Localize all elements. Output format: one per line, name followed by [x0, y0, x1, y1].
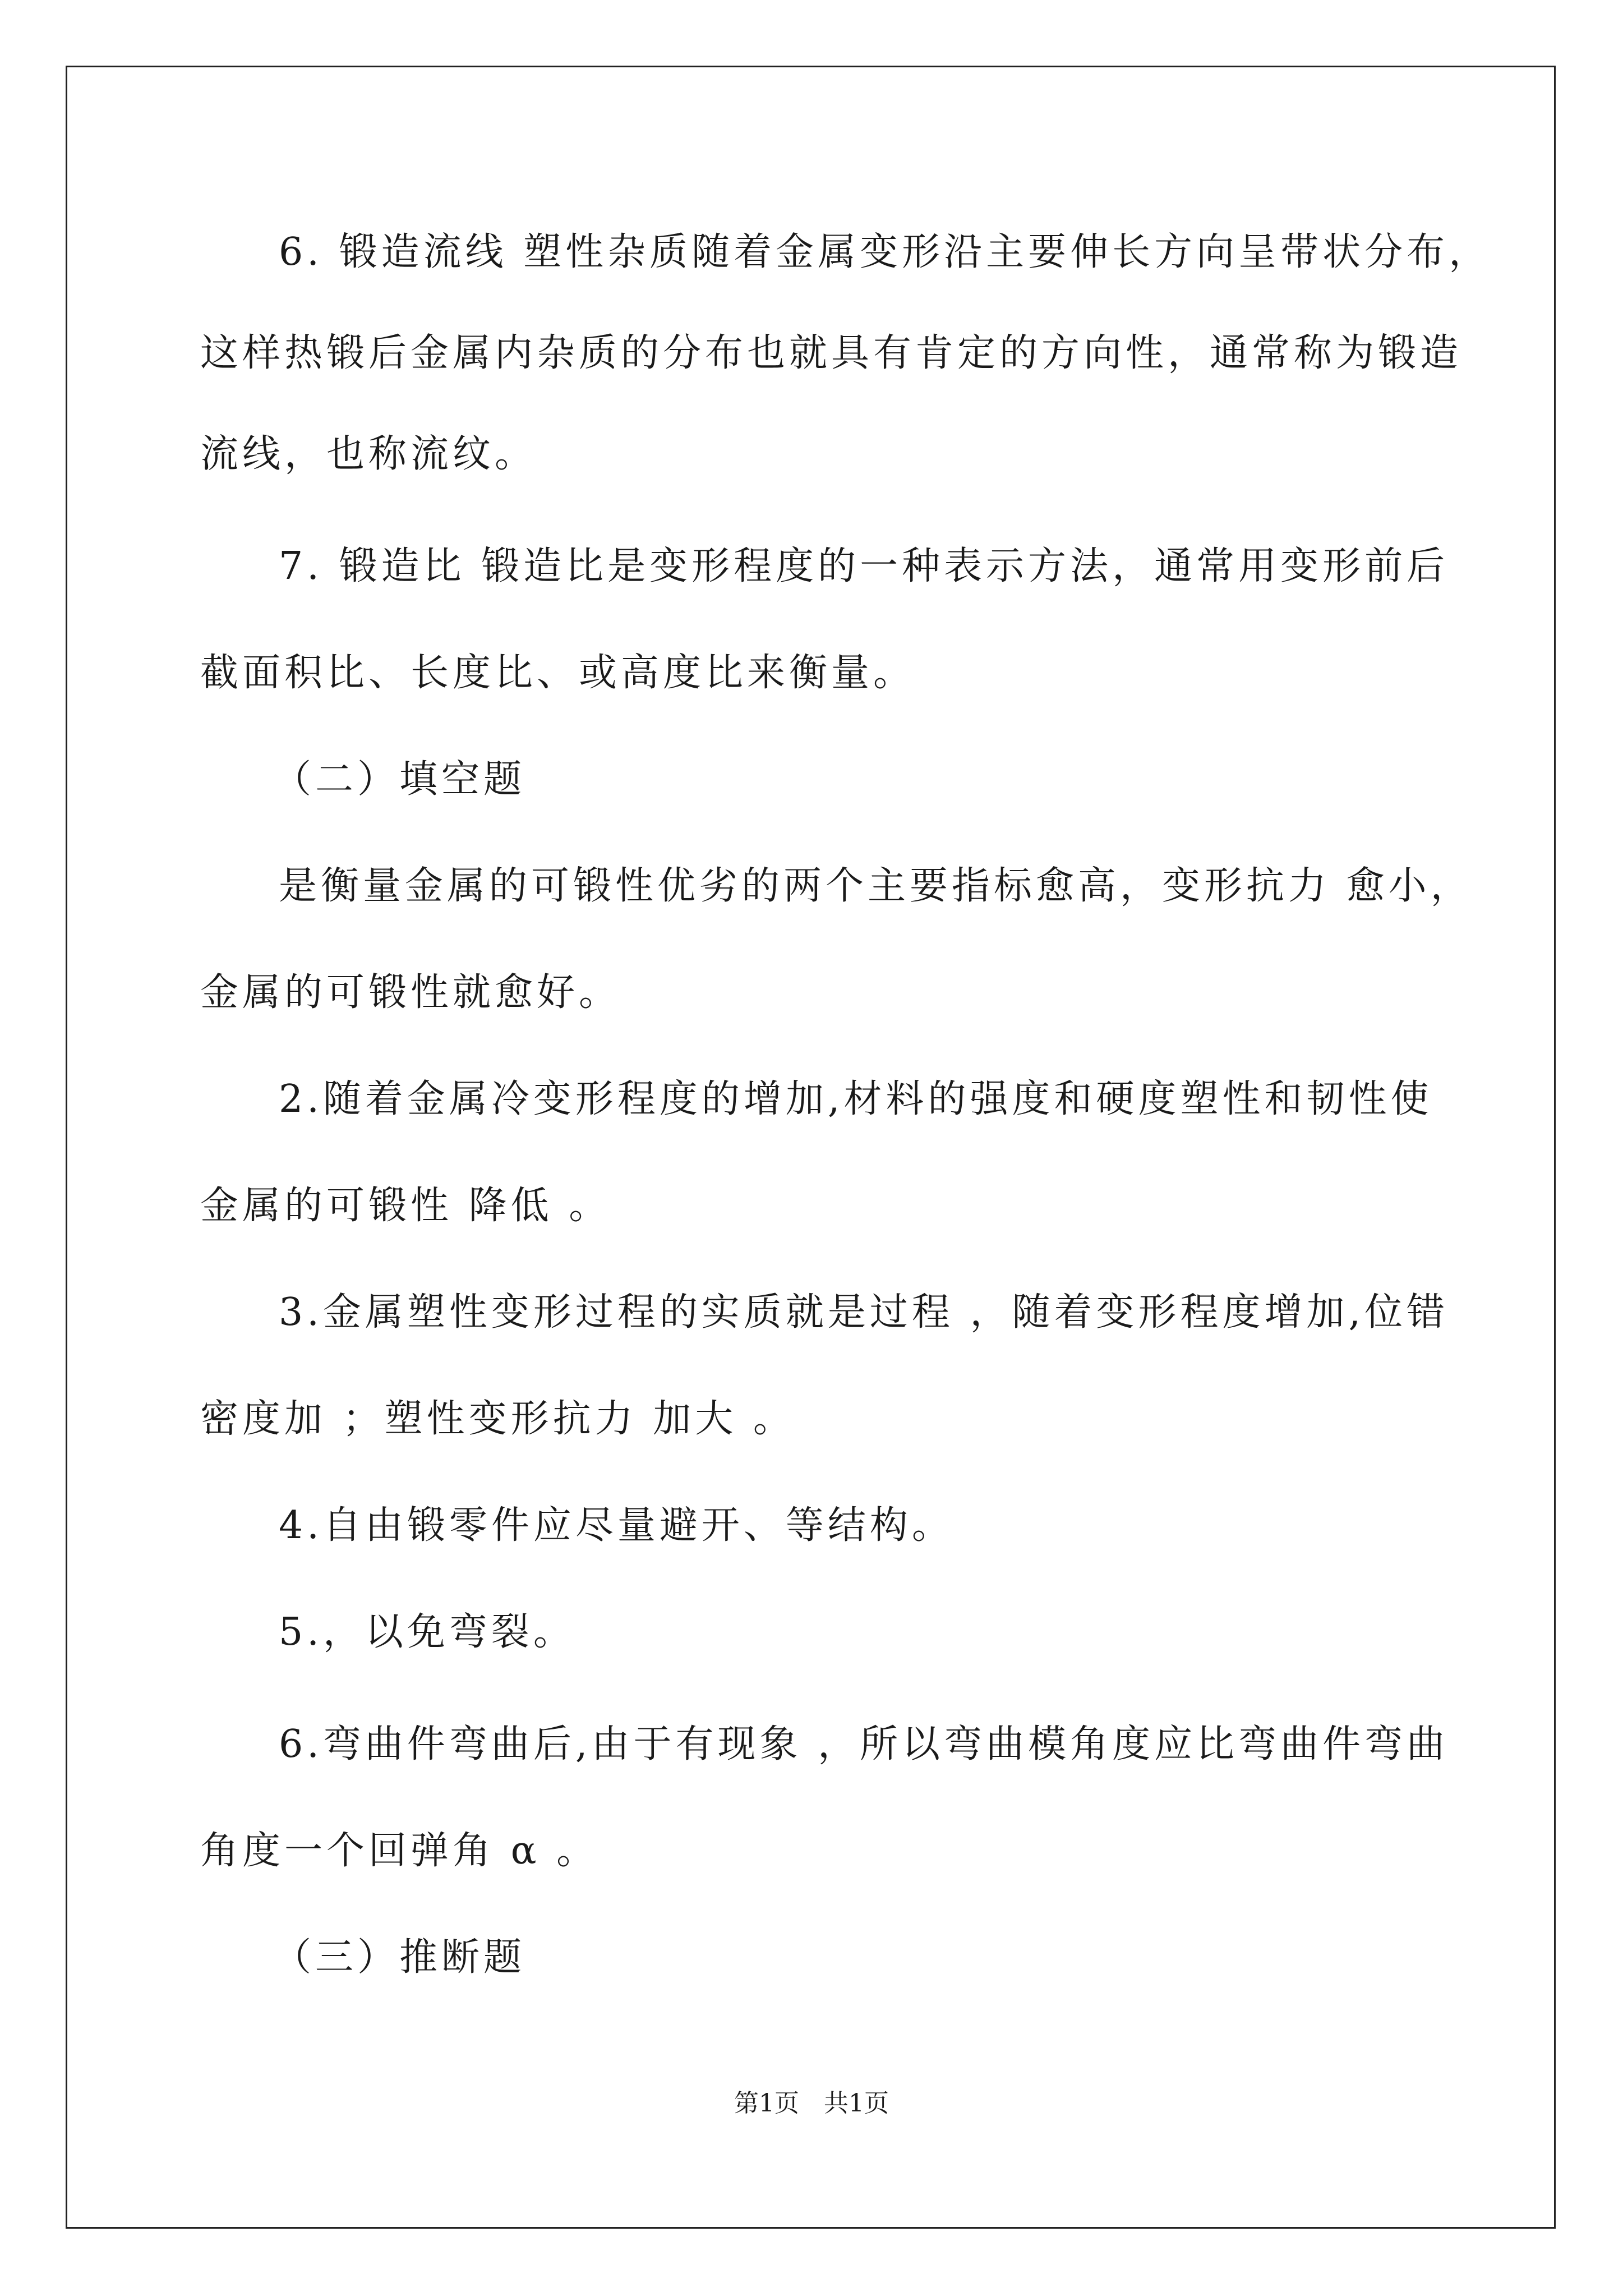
text-line-7: 是衡量金属的可锻性优劣的两个主要指标愈高，变形抗力 愈小，: [279, 864, 1473, 908]
text-line-14: 5.，以免弯裂。: [279, 1610, 575, 1654]
text-line-15: 6.弯曲件弯曲后,由于有现象 ，所以弯曲模角度应比弯曲件弯曲: [279, 1722, 1449, 1766]
text-line-10: 金属的可锻性 降低 。: [200, 1184, 611, 1228]
text-line-2: 这样热锻后金属内杂质的分布也就具有肯定的方向性，通常称为锻造: [200, 331, 1463, 375]
text-line-4: 7. 锻造比 锻造比是变形程度的一种表示方法，通常用变形前后: [279, 544, 1449, 588]
text-line-12: 密度加 ；塑性变形抗力 加大 。: [200, 1397, 795, 1441]
section-heading-judgment: （三）推断题: [273, 1935, 526, 1980]
text-line-5: 截面积比、长度比、或高度比来衡量。: [200, 651, 916, 695]
text-line-1: 6. 锻造流线 塑性杂质随着金属变形沿主要伸长方向呈带状分布，: [279, 230, 1491, 274]
section-heading-fill-blank: （二）填空题: [273, 757, 526, 802]
text-line-3: 流线，也称流纹。: [200, 432, 537, 476]
text-line-13: 4.自由锻零件应尽量避开、等结构。: [279, 1503, 954, 1548]
text-line-16: 角度一个回弹角 α 。: [200, 1829, 599, 1873]
page-footer: 第1页 共1页: [734, 2089, 889, 2118]
text-line-9: 2.随着金属冷变形程度的增加,材料的强度和硬度塑性和韧性使: [279, 1077, 1433, 1121]
text-line-8: 金属的可锻性就愈好。: [200, 970, 621, 1015]
page-border: [66, 66, 1556, 2229]
text-line-11: 3.金属塑性变形过程的实质就是过程 ，随着变形程度增加,位错: [279, 1290, 1449, 1335]
